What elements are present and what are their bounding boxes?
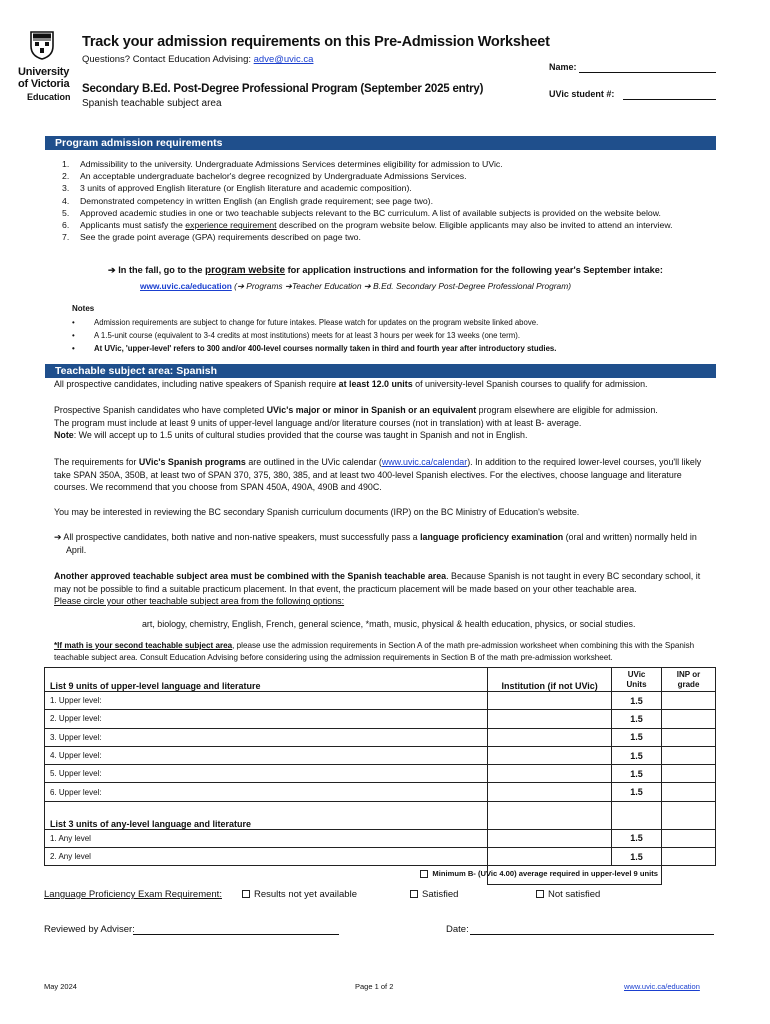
table-row[interactable]: 2. Any level 1.5 (45, 848, 716, 866)
notes-heading: Notes (72, 304, 95, 313)
paragraph-units: All prospective candidates, including native speakers of Spanish require at least 12.0 units of university-level Spanish courses to qualify for admission. (54, 379, 648, 389)
table-row[interactable]: 2. Upper level: 1.5 (45, 710, 716, 728)
logo-education: Education (27, 92, 71, 102)
paragraph-calendar: The requirements for UVic's Spanish programs are outlined in the UVic calendar (www.uvic.ca/calendar). In addition to the required lower-level courses, you'll likely take SPAN 350A, 350B, at least two of SPAN 370, 375, 380, 385, and at least two 400-level Spanish electives. For the electives, choose language and literature courses. We recommend that you choose from SPAN 450A, 490A, 490B and 490C. (54, 457, 702, 493)
logo-university: University (18, 66, 70, 78)
page-title: Track your admission requirements on this Pre-Admission Worksheet (82, 34, 550, 50)
table-row[interactable]: 1. Upper level: 1.5 (45, 692, 716, 710)
paragraph-proficiency: ➔ All prospective candidates, both native and non-native speakers, must successfully pass a language proficiency examination (oral and written) normally held in April. (54, 532, 697, 555)
fall-instruction: ➔ In the fall, go to the program website for application instructions and information for the following year's September intake: (108, 265, 663, 276)
crest-icon (29, 30, 55, 60)
student-id-label: UVic student #: (549, 89, 615, 99)
name-label: Name: (549, 62, 577, 72)
requirements-list (62, 158, 673, 243)
table-row[interactable]: 5. Upper level: 1.5 (45, 765, 716, 783)
logo-of-victoria: of Victoria (18, 78, 70, 90)
contact-line: Questions? Contact Education Advising: adve@uvic.ca (82, 54, 314, 65)
education-url-link[interactable]: www.uvic.ca/education (140, 281, 232, 291)
list-item: 4. Demonstrated competency in written English (an English grade requirement; see page two). (62, 195, 433, 206)
footer-date: May 2024 (44, 982, 77, 991)
checkbox[interactable] (242, 890, 250, 898)
table-row[interactable]: 4. Upper level: 1.5 (45, 746, 716, 764)
program-website-link[interactable]: program website (205, 265, 286, 276)
table-row[interactable]: 3. Upper level: 1.5 (45, 728, 716, 746)
paragraph-major-minor: Prospective Spanish candidates who have completed UVic's major or minor in Spanish or an equivalent program elsewhere are eligible for admission. The program must include at least 9 units of upper-level language and/or literature courses (not in translation) with at least B- average. Note: We will accept up to 1.5 units of cultural studies provided that the course was taught in Spanish and not in English. (54, 405, 658, 441)
list-item: 7. See the grade point average (GPA) requirements described on page two. (62, 232, 361, 243)
lpe-label: Language Proficiency Exam Requirement: (44, 889, 222, 900)
notes-list (72, 316, 556, 355)
program-title: Secondary B.Ed. Post-Degree Professional Program (September 2025 entry) (82, 83, 484, 95)
lpe-option-satisfied[interactable]: Satisfied (410, 889, 458, 900)
list-item: 3. 3 units of approved English literature (or English literature and academic composition). (62, 183, 412, 194)
lpe-option-not-satisfied[interactable]: Not satisfied (536, 889, 600, 900)
paragraph-math: *If math is your second teachable subject area, please use the admission requirements in Section A of the math pre-admission worksheet when combining this with the Spanish teachable subject area. Consult Education Advising before considering using the admission requirements in Section B of the math pre-admission worksheet. (54, 641, 695, 662)
subject-area-label: Spanish teachable subject area (82, 98, 222, 109)
list-item: • At UVic, 'upper-level' refers to 300 and/or 400-level courses normally taken in third and fourth year after introductory studies. (72, 344, 557, 353)
checkbox[interactable] (410, 890, 418, 898)
table-header-row: List 3 units of any-level language and literature (45, 801, 716, 829)
paragraph-curriculum: You may be interested in reviewing the BC secondary Spanish curriculum documents (IRP) on the BC Ministry of Education's website. (54, 507, 580, 517)
paragraph-second-teachable: Another approved teachable subject area must be combined with the Spanish teachable area. Because Spanish is not taught in every BC secondary school, it may not be possible to find a suitable practicum placement. In that event, the practicum placement will be made based on your other teachable area. Please circle your other teachable subject area from the following options: (54, 571, 701, 607)
course-table (44, 667, 716, 885)
minimum-average-checkbox[interactable] (420, 870, 428, 878)
program-path: www.uvic.ca/education (➔ Programs ➔Teacher Education ➔ B.Ed. Secondary Post-Degree Professional Program) (140, 281, 571, 291)
section-banner-requirements: Program admission requirements (45, 136, 716, 150)
date-label: Date: (446, 924, 469, 935)
list-item: 6. Applicants must satisfy the experience requirement described on the program website below. Eligible applicants may also be invited to attend an interview. (62, 220, 673, 231)
checkbox[interactable] (536, 890, 544, 898)
table-header-row: List 9 units of upper-level language and literature Institution (if not UVic) UVic Units INP or grade (45, 668, 716, 692)
list-item: • Admission requirements are subject to change for future intakes. Please watch for updates on the program website linked above. (72, 318, 539, 327)
teachable-options[interactable]: art, biology, chemistry, English, French, general science, *math, music, physical & health education, physics, or social studies. (142, 619, 636, 629)
list-item: 1. Admissibility to the university. Undergraduate Admissions Services determines eligibility for admission to UVic. (62, 159, 503, 169)
reviewed-by-field[interactable] (133, 934, 339, 935)
table-row[interactable]: 6. Upper level: 1.5 (45, 783, 716, 801)
student-id-field[interactable] (623, 99, 716, 100)
date-field[interactable] (470, 934, 714, 935)
page-number: Page 1 of 2 (355, 982, 394, 991)
table-row[interactable]: 1. Any level 1.5 (45, 829, 716, 847)
name-field[interactable] (579, 72, 716, 73)
list-item: 2. An acceptable undergraduate bachelor's degree recognized by Undergraduate Admissions Services. (62, 171, 467, 182)
list-item: • A 1.5-unit course (equivalent to 3-4 credits at most institutions) meets for at least 3 hours per week for 13 weeks (one term). (72, 331, 520, 340)
footer-url-link[interactable]: www.uvic.ca/education (624, 982, 700, 991)
reviewed-by-label: Reviewed by Adviser: (44, 924, 135, 935)
advising-email-link[interactable]: adve@uvic.ca (253, 54, 314, 65)
section-banner-spanish: Teachable subject area: Spanish (45, 364, 716, 378)
list-item: 5. Approved academic studies in one or two teachable subjects relevant to the BC curriculum. A list of available subjects is provided on the website below. (62, 207, 661, 218)
calendar-link[interactable]: www.uvic.ca/calendar (381, 457, 468, 467)
minimum-average-row: Minimum B- (UVic 4.00) average required in upper-level 9 units (45, 866, 716, 884)
experience-requirement-link[interactable]: experience requirement (185, 220, 277, 231)
lpe-option-pending[interactable]: Results not yet available (242, 889, 357, 900)
